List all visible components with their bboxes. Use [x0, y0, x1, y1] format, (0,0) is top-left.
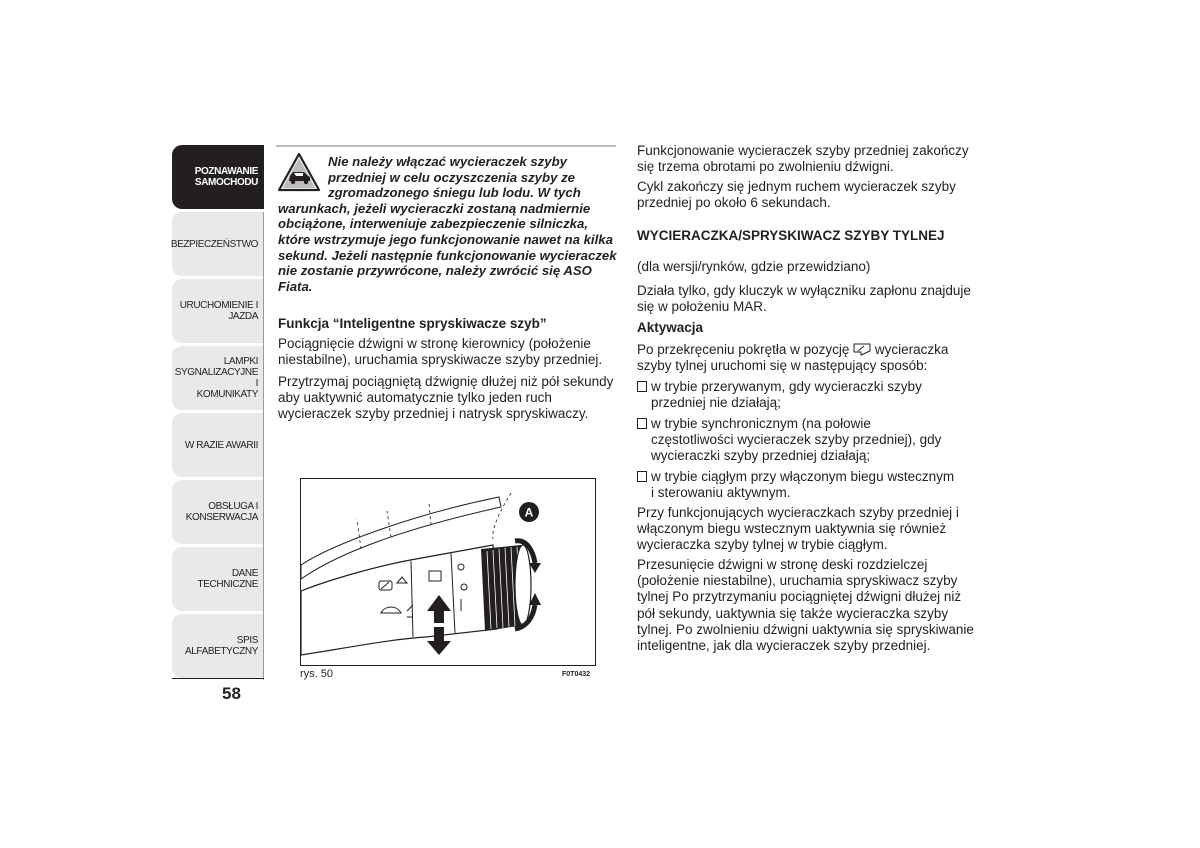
- paragraph-reverse-gear: Przy funkcjonujących wycieraczkach szyby przedniej i włączonym biegu wstecznym uaktywnia się również wycieraczka szyby tylnej w trybie ciągłym.: [637, 505, 959, 553]
- bullet-first-line: w trybie synchronicznym (na połowie: [651, 416, 871, 431]
- bullet-intermittent: [637, 379, 982, 411]
- tab-label: DANE TECHNICZNE: [197, 568, 258, 590]
- figure-label-a: A: [524, 505, 534, 520]
- tab-uruchomienie-i-jazda[interactable]: [172, 279, 264, 343]
- tab-bezpieczenstwo[interactable]: [172, 212, 264, 276]
- checkbox-bullet-icon: [637, 418, 647, 429]
- activation-heading: Aktywacja: [637, 320, 704, 335]
- section-note: (dla wersji/rynków, gdzie przewidziano): [637, 259, 871, 274]
- tab-dane-techniczne[interactable]: [172, 547, 264, 611]
- bullet-continuous: [637, 469, 982, 501]
- tab-label: OBSŁUGA I KONSERWACJA: [185, 501, 258, 523]
- warning-text: [278, 154, 618, 294]
- warning-line-2: przedniej w celu oczyszczenia szyby ze: [328, 169, 575, 185]
- checkbox-bullet-icon: [637, 381, 647, 392]
- tab-label: URUCHOMIENIE I JAZDA: [179, 300, 258, 322]
- page-number-rule: [172, 678, 264, 679]
- warning-line-3: zgromadzonego śniegu lub lodu. W tych: [328, 185, 581, 201]
- figure-code: F0T0432: [562, 671, 591, 678]
- tab-poznawanie-samochodu[interactable]: [172, 145, 264, 209]
- tab-spis-alfabetyczny[interactable]: [172, 614, 264, 678]
- paragraph-cycle-end: Cykl zakończy się jednym ruchem wycieraczek szyby przedniej po około 6 sekundach.: [637, 179, 956, 211]
- tab-obsluga-i-konserwacja[interactable]: [172, 480, 264, 544]
- bullet-synchronous: [637, 416, 982, 465]
- rear-wiper-symbol-icon: [853, 343, 871, 356]
- figure-caption: rys. 50: [300, 668, 334, 680]
- warning-line-1: Nie należy włączać wycieraczek szyby: [328, 154, 567, 169]
- bullet-first-line: w trybie przerywanym, gdy wycieraczki szyby: [651, 379, 922, 394]
- warning-rest: warunkach, jeżeli wycieraczki zostaną nadmiernie obciążone, interweniuje zabezpieczenie silniczka, które wstrzymuje jego funkcjonowanie nawet na kilka sekund. Jeżeli następnie funkcjonowanie wycieraczek nie zostanie przywrócone, należy zwrócić się ASO Fiata.: [278, 200, 617, 294]
- bullet-continuation: przedniej nie działają;: [651, 395, 781, 411]
- tab-label: W RAZIE AWARII: [184, 439, 258, 451]
- bullet-first-line: w trybie ciągłym przy włączonym biegu wstecznym: [651, 469, 955, 484]
- tab-label: SPIS ALFABETYCZNY: [185, 635, 258, 657]
- tab-label: LAMPKI SYGNALIZACYJNE I KOMUNIKATY: [174, 356, 258, 400]
- tab-lampki-sygnalizacyjne[interactable]: [172, 346, 264, 410]
- activation-text-after: wycieraczka szyby tylnej uruchomi się w następujący sposób:: [637, 342, 949, 374]
- page-number: 58: [222, 684, 241, 703]
- tab-w-razie-awarii[interactable]: [172, 413, 264, 477]
- paragraph-rear-washer: Przesunięcie dźwigni w stronę deski rozdzielczej (położenie niestabilne), uruchamia spryskiwacz szyby tylnej Po przytrzymaniu pociągniętej dźwigni dłużej niż pół sekundy, uaktywnia się także wycieraczka szyby tylnej. Po zwolnieniu dźwigni uaktywnia się spryskiwanie inteligentne, jak dla wycieraczek szyby przedniej.: [637, 557, 974, 654]
- wiper-lever-drawing: [301, 479, 595, 665]
- bullet-continuation: częstotliwości wycieraczek szyby przedniej), gdy wycieraczki szyby przedniej działają;: [651, 432, 942, 464]
- tab-label: POZNAWANIE SAMOCHODU: [194, 166, 258, 188]
- function-paragraph-2: Przytrzymaj pociągniętą dźwignię dłużej niż pół sekundy aby uaktywnić automatycznie tylko jeden ruch wycieraczek szyby przedniej i natrysk spryskiwaczy.: [278, 374, 614, 422]
- function-paragraph-1: Pociągnięcie dźwigni w stronę kierownicy (położenie niestabilne), uruchamia spryskiwacze szyby przedniej.: [278, 336, 603, 368]
- paragraph-activation: [637, 342, 977, 374]
- sidebar-divider: [263, 212, 264, 680]
- activation-text-before: Po przekręceniu pokrętła w pozycję: [637, 342, 850, 357]
- function-heading: Funkcja “Inteligentne spryskiwacze szyb”: [278, 316, 547, 331]
- section-title-rear-wiper: WYCIERACZKA/SPRYSKIWACZ SZYBY TYLNEJ: [637, 228, 945, 243]
- checkbox-bullet-icon: [637, 471, 647, 482]
- paragraph-ignition: Działa tylko, gdy kluczyk w wyłączniku zapłonu znajduje się w położeniu MAR.: [637, 283, 971, 315]
- tab-label: BEZPIECZEŃSTWO: [170, 238, 258, 250]
- lever-illustration: [300, 478, 596, 666]
- bullet-continuation: i sterowaniu aktywnym.: [651, 485, 791, 501]
- paragraph-wiper-end: Funkcjonowanie wycieraczek szyby przedniej zakończy się trzema obrotami po zwolnieniu dźwigni.: [637, 143, 969, 175]
- warning-top-rule: [276, 145, 616, 147]
